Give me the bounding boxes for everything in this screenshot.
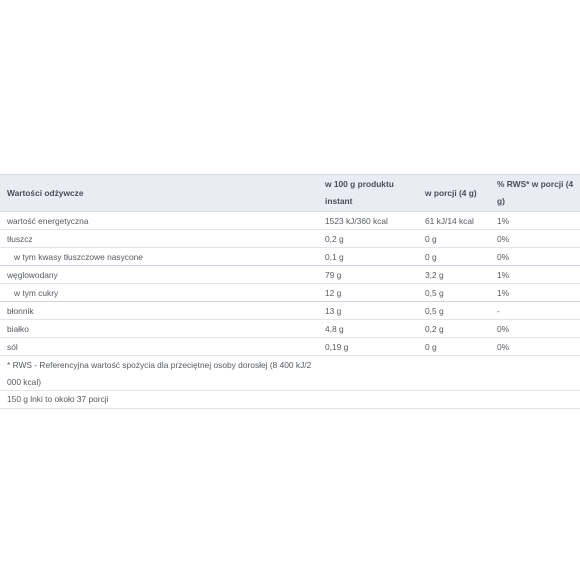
row-rws: 1% [497, 215, 510, 226]
row-rws: - [497, 305, 500, 316]
table-row [0, 230, 580, 248]
nutrition-table [0, 174, 580, 409]
rws-footnote-text: * RWS - Referencyjna wartość spożycia dla przeciętnej osoby dorosłej (8 400 kJ/2 000 kcal) [7, 360, 312, 387]
row-per-100g: 79 g [325, 269, 342, 280]
header-nutrients: Wartości odżywcze [7, 187, 84, 198]
header-per-100g: w 100 g produktu instant [325, 179, 394, 206]
table-header [0, 175, 580, 212]
row-per-portion: 0 g [425, 341, 437, 352]
table-row [0, 320, 580, 338]
row-per-100g: 0,19 g [325, 341, 349, 352]
row-rws: 1% [497, 287, 510, 298]
row-rws: 0% [497, 251, 510, 262]
row-name: wartość energetyczna [7, 215, 89, 226]
row-per-100g: 1523 kJ/360 kcal [325, 215, 388, 226]
row-name: sól [7, 341, 18, 352]
row-per-100g: 4,8 g [325, 323, 344, 334]
row-rws: 0% [497, 323, 510, 334]
row-name: białko [7, 323, 29, 334]
table-row [0, 248, 580, 266]
row-per-portion: 0,5 g [425, 287, 444, 298]
table-row [0, 338, 580, 356]
row-per-portion: 0,5 g [425, 305, 444, 316]
row-name: w tym cukry [14, 287, 59, 298]
row-name: w tym kwasy tłuszczowe nasycone [14, 251, 143, 262]
row-rws: 0% [497, 341, 510, 352]
rws-footnote [0, 356, 580, 391]
table-row [0, 284, 580, 302]
row-per-portion: 0 g [425, 233, 437, 244]
row-per-portion: 3,2 g [425, 269, 444, 280]
row-per-100g: 0,2 g [325, 233, 344, 244]
row-per-100g: 12 g [325, 287, 342, 298]
table-row [0, 212, 580, 230]
row-per-100g: 0,1 g [325, 251, 344, 262]
table-row [0, 302, 580, 320]
row-per-portion: 61 kJ/14 kcal [425, 215, 474, 226]
row-name: węglowodany [7, 269, 58, 280]
row-per-portion: 0,2 g [425, 323, 444, 334]
row-name: błonnik [7, 305, 34, 316]
row-per-100g: 13 g [325, 305, 342, 316]
row-per-portion: 0 g [425, 251, 437, 262]
table-row [0, 266, 580, 284]
row-rws: 0% [497, 233, 510, 244]
row-name: tłuszcz [7, 233, 33, 244]
portion-info: 150 g lnki to około 37 porcji [0, 391, 580, 409]
header-per-portion: w porcji (4 g) [425, 187, 477, 198]
row-rws: 1% [497, 269, 510, 280]
header-rws: % RWS* w porcji (4 g) [497, 179, 574, 206]
